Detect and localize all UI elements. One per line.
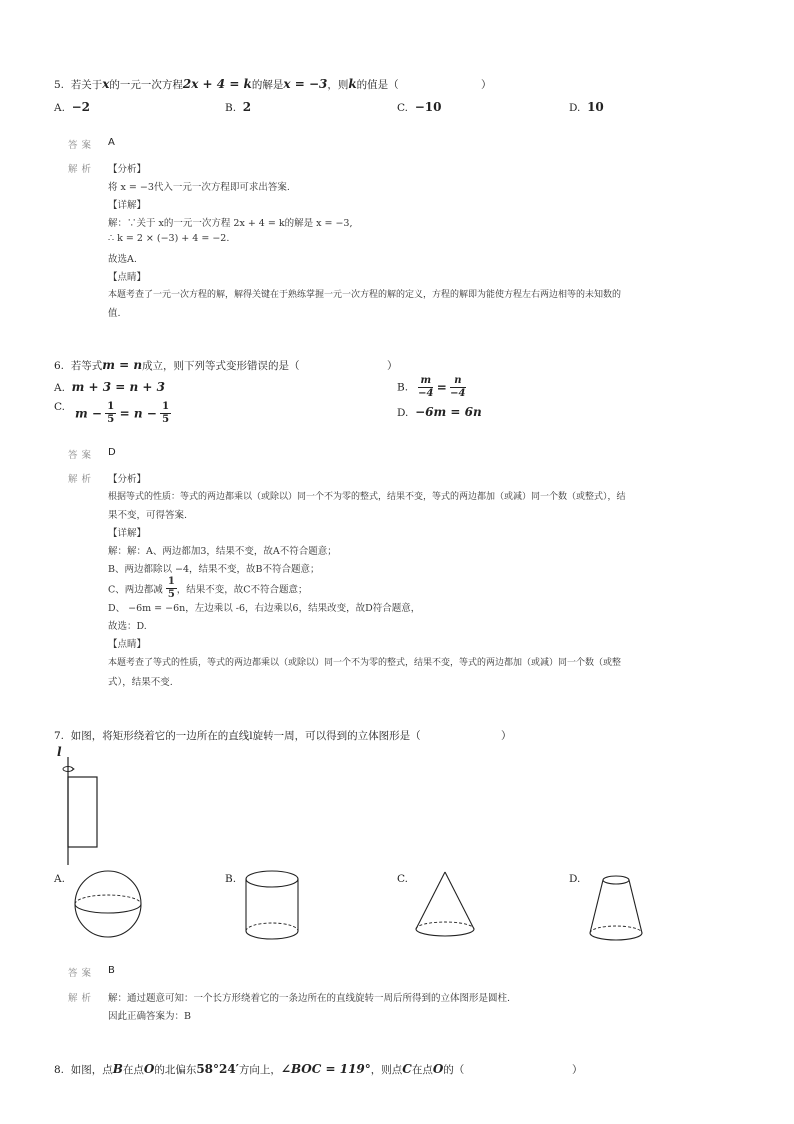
q7-answer: B (108, 965, 115, 976)
q6-line: 本题考查了等式的性质，等式的两边都乘以（或除以）同一个不为零的整式，结果不变，等式的两边都加（或减）同一个数（或整 (108, 658, 622, 668)
q8-angle: 58°24′ (196, 1062, 239, 1076)
q5-text-b: 的一元一次方程 (109, 79, 183, 91)
q7-option-d-letter[interactable]: D. (569, 873, 581, 885)
q6-line-c-b: ，结果不变，故C不符合题意； (176, 584, 308, 596)
q6-option-c-denominator: 5 (107, 414, 115, 425)
q7-answer-tag: 答案 (68, 968, 96, 979)
q6-line: 【详解】 (108, 528, 147, 539)
q6-line: 式），结果不变. (108, 677, 173, 688)
q7-number: 7. (54, 730, 65, 742)
q6-text-a: 若等式 (70, 360, 103, 372)
q6-option-a-letter: A. (54, 382, 65, 394)
q6-analysis-tag: 解析 (68, 474, 96, 485)
q6-number: 6. (54, 360, 65, 372)
q6-equation: m = n (102, 358, 143, 372)
q5-line: 解：∵关于 x的一元一次方程 2x + 4 = k的解是 x = −3, (108, 218, 353, 229)
q7-option-a-letter[interactable]: A. (54, 873, 65, 885)
q8-point-o: O (143, 1062, 155, 1076)
q8-point-c: C (402, 1062, 412, 1076)
q6-line: D、 −6m = −6n，左边乘以 -6，右边乘以6，结果改变，故D符合题意， (108, 603, 421, 614)
q5-text-e: 的值是（ (356, 79, 399, 91)
q6-option-b-letter: B. (397, 381, 409, 394)
q6-line-c-numerator: 1 (167, 576, 175, 587)
q8-stem (54, 1062, 464, 1077)
q6-option-c-letter: C. (54, 401, 65, 413)
q6-option-b[interactable] (397, 375, 466, 400)
q5-analysis-tag: 解析 (68, 164, 96, 175)
q6-option-d[interactable] (397, 405, 482, 419)
q7-text: 如图，将矩形绕着它的一边所在的直线l旋转一周，可以得到的立体图形是（ (70, 730, 421, 742)
q6-option-c-numerator: 1 (107, 401, 115, 412)
q8-text-g: 的（ (443, 1064, 465, 1076)
q6-line: 【点睛】 (108, 639, 147, 650)
q5-stem (54, 77, 399, 92)
q5-line: 值. (108, 308, 121, 319)
q5-line: 本题考查了一元一次方程的解，解得关键在于熟练掌握一元一次方程的解的定义，方程的解即为能使方程左右两边相等的未知数的 (108, 290, 622, 300)
q6-option-c-denominator: 5 (162, 414, 170, 425)
q5-answer: A (108, 137, 115, 148)
q7-option-c-cone[interactable] (410, 868, 480, 944)
q8-angle-boc: ∠BOC = 119° (280, 1062, 371, 1076)
q5-option-b[interactable] (225, 100, 251, 114)
q6-option-a[interactable] (54, 380, 165, 394)
q5-text-d: ，则 (327, 79, 349, 91)
q6-option-b-denominator: −4 (418, 388, 434, 399)
q6-option-c-fraction (160, 401, 171, 426)
q6-option-b-denominator: −4 (450, 388, 466, 399)
q6-option-d-value: −6m = 6n (415, 405, 482, 419)
q5-close-paren: ） (481, 79, 492, 91)
q7-analysis-tag: 解析 (68, 993, 96, 1004)
q8-close-paren: ） (572, 1064, 583, 1076)
q5-option-b-letter: B. (225, 102, 237, 114)
q6-close-paren: ） (387, 360, 398, 372)
q6-option-b-numerator-n: n (450, 375, 465, 388)
q5-var-k: k (348, 77, 357, 91)
q7-close-paren: ） (501, 730, 512, 742)
q6-line-c-denominator: 5 (167, 589, 175, 600)
q6-option-c-numerator: 1 (162, 401, 170, 412)
q6-answer: D (108, 447, 116, 458)
q6-line: 故选：D. (108, 621, 147, 632)
q5-number: 5. (54, 79, 65, 91)
q6-option-d-letter: D. (397, 407, 409, 419)
q5-line: ∴ k = 2 × (−3) + 4 = −2. (108, 233, 230, 244)
q5-equation: 2x + 4 = k (182, 77, 252, 91)
q7-rectangle-figure (55, 755, 105, 870)
q7-option-b-cylinder[interactable] (240, 868, 306, 944)
q7-stem (54, 728, 421, 743)
q6-answer-tag: 答案 (68, 450, 96, 461)
q6-option-b-numerator-m: m (418, 375, 433, 388)
q6-text-b: 成立，则下列等式变形错误的是（ (142, 360, 300, 372)
q5-option-d-value: 10 (587, 100, 604, 114)
q5-line: 故选A. (108, 254, 137, 265)
q8-text-c: 的北偏东 (154, 1064, 197, 1076)
q6-line-c-a: C、两边都减 (108, 584, 163, 596)
q5-text-c: 的解是 (251, 79, 284, 91)
q5-option-c-letter: C. (397, 102, 408, 114)
q8-text-b: 在点 (122, 1064, 144, 1076)
q5-line: 【详解】 (108, 200, 147, 211)
q6-option-c-fraction (105, 401, 116, 426)
q6-stem (54, 358, 300, 373)
q6-line: B、两边都除以 −4，结果不变，故B不符合题意； (108, 564, 320, 575)
q5-var-x: x (102, 77, 110, 91)
q6-line: 解：解：A、两边都加3，结果不变，故A不符合题意； (108, 546, 337, 557)
q6-option-b-equals: = (436, 380, 447, 395)
q7-line: 因此正确答案为：B (108, 1011, 191, 1022)
q6-line: 果不变，可得答案. (108, 510, 188, 521)
q5-text-a: 若关于 (70, 79, 103, 91)
q7-axis-label: l (57, 745, 62, 759)
q7-option-b-letter[interactable]: B. (225, 873, 237, 885)
q5-option-d[interactable] (569, 100, 604, 114)
q8-text-a: 如图，点 (70, 1064, 113, 1076)
q8-point-o2: O (432, 1062, 444, 1076)
q8-point-b: B (112, 1062, 123, 1076)
q6-option-b-right-fraction (450, 375, 465, 400)
q6-line: 根据等式的性质：等式的两边都乘以（或除以）同一个不为零的整式，结果不变，等式的两边都加（或减）同一个数（或整式），结 (108, 492, 626, 502)
q6-line-c (108, 576, 308, 601)
q6-line-c-fraction (166, 576, 177, 601)
q5-line: 【点睛】 (108, 272, 147, 283)
q8-text-f: 在点 (411, 1064, 433, 1076)
q7-option-d-frustum[interactable] (584, 870, 650, 948)
q5-option-b-value: 2 (242, 100, 252, 114)
q5-option-c[interactable] (397, 100, 441, 114)
q6-line: 【分析】 (108, 474, 147, 485)
q5-option-c-value: −10 (414, 100, 442, 114)
q8-text-e: ，则点 (370, 1064, 403, 1076)
q6-option-c-middle: = n − (119, 406, 157, 421)
q7-option-c-letter[interactable]: C. (397, 873, 408, 885)
q8-text-d: 方向上， (238, 1064, 281, 1076)
q5-option-a-value: −2 (71, 100, 91, 114)
q7-option-a-sphere[interactable] (70, 868, 152, 940)
q5-line: 将 x = −3代入一元一次方程即可求出答案. (108, 182, 290, 193)
q6-option-c-left: m − (75, 406, 102, 421)
q5-answer-tag: 答案 (68, 140, 96, 151)
q6-option-b-left-fraction (418, 375, 433, 400)
q5-solution: x = −3 (283, 77, 328, 91)
q5-option-d-letter: D. (569, 102, 581, 114)
q6-option-a-value: m + 3 = n + 3 (71, 380, 165, 394)
q5-line: 【分析】 (108, 164, 147, 175)
q6-option-c[interactable] (54, 401, 171, 426)
q5-option-a[interactable] (54, 100, 90, 114)
q5-option-a-letter: A. (54, 102, 65, 114)
q7-line: 解：通过题意可知：一个长方形绕着它的一条边所在的直线旋转一周后所得到的立体图形是圆柱. (108, 993, 511, 1004)
q8-number: 8. (54, 1064, 65, 1076)
